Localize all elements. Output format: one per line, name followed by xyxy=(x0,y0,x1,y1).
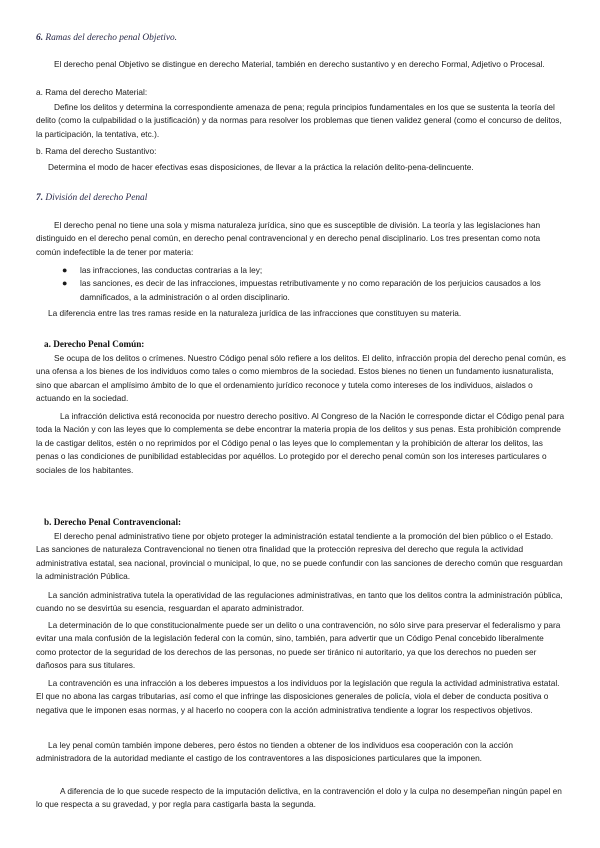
bullet-icon: ● xyxy=(62,278,68,289)
common-criminal-law-heading: a. Derecho Penal Común: xyxy=(44,339,145,349)
section-7-number: 7. xyxy=(36,193,44,203)
section-6-intro: El derecho penal Objetivo se distingue en derecho Material, también en derecho sustantivo y en derecho Formal, Adjetivo o Procesal. xyxy=(54,59,545,69)
material-branch-text: Define los delitos y determina la correspondiente amenaza de pena; regula principios fundamentales en los que se sustenta la teoría del delito (como la culpabilidad o la justificación) y da normas para resolver los problemas que tienen validez general (como el concurso de delitos, la participación, la tentativa, etc.). xyxy=(36,102,562,139)
contraventional-paragraph-1: El derecho penal administrativo tiene por objeto proteger la administración estatal tendiente a la promoción del bien público o el Estado. Las sanciones de naturaleza Contravencional no tienen otra finalidad que la protección represiva del derecho que regula la actividad administrativa estatal, sea nacional, provincial o municipal, lo que, no se puede confundir con las sanciones de derecho común que resguardan la administración Pública. xyxy=(36,531,563,582)
section-7-intro: El derecho penal no tiene una sola y misma naturaleza jurídica, sino que es susceptible de división. La teoría y las legislaciones han distinguido en el derecho penal común, en derecho penal contravencional y en derecho penal disciplinario. Los tres presentan como nota común indefectible la de tener por materia: xyxy=(36,220,541,257)
difference-text: La diferencia entre las tres ramas reside en la naturaleza jurídica de las infracciones que constituyen su materia. xyxy=(48,308,462,318)
common-law-paragraph-2: La infracción delictiva está reconocida por nuestro derecho positivo. Al Congreso de la Nación le corresponde dictar el Código penal para toda la Nación y con las leyes que lo complementa se debe encontrar la materia propia de los delitos y sus penas. Esta prohibición comprende la de castigar delitos, estén o no reprimidos por el Código penal o las leyes que lo complementan y la prohibición de alterar los delitos, las penas o las condiciones de punibilidad establecidas por aquéllos. Lo protegido por el derecho penal común son los intereses particulares o sociales de los habitantes. xyxy=(36,411,565,475)
contraventional-paragraph-4: La contravención es una infracción a los deberes impuestos a los individuos por la legislación que regula la actividad administrativa estatal. El que no abona las cargas tributarias, así como el que infringe las disposiciones generales de policía, viola el deber de conducta positiva o negativa que le imponen esas normas, y al hacerlo no coopera con la acción administrativa tendiente a lograr los respectivos objetivos. xyxy=(36,678,560,715)
section-7-title xyxy=(36,192,566,205)
bullet-icon: ● xyxy=(62,265,68,275)
list-item: ● las infracciones, las conductas contrarias a la ley; xyxy=(36,264,566,277)
section-6-number: 6. xyxy=(36,33,44,43)
materia-bullet-list xyxy=(36,264,566,304)
common-law-paragraph-1: Se ocupa de los delitos o crímenes. Nuestro Código penal sólo refiere a los delitos. El delito, infracción propia del derecho penal común, es una ofensa a los bienes de los individuos como tales o como miembros de la sociedad. Estos bienes no tienen un fundamento iusnaturalista, sino que abarcan el amplísimo ámbito de lo que el ordenamiento jurídico reconoce y tutela como intereses de los individuos, aislados o actuando en la sociedad. xyxy=(36,353,566,404)
substantive-branch-label: b. Rama del derecho Sustantivo: xyxy=(36,146,157,156)
section-7-title-text: División del derecho Penal xyxy=(45,193,148,203)
section-6-title-text: Ramas del derecho penal Objetivo. xyxy=(45,33,178,43)
contraventional-paragraph-2: La sanción administrativa tutela la operatividad de las regulaciones administrativas, en tanto que los delitos contra la administración pública, cuando no se desvirtúa su esencia, resguardan el aparato administrador. xyxy=(36,590,563,614)
section-6-title xyxy=(36,32,566,45)
contraventional-law-heading: b. Derecho Penal Contravencional: xyxy=(44,517,182,527)
substantive-branch-text: Determina el modo de hacer efectivas esas disposiciones, de llevar a la práctica la relación delito-pena-delincuente. xyxy=(48,162,474,172)
material-branch-label: a. Rama del derecho Material: xyxy=(36,87,148,97)
contraventional-paragraph-6: A diferencia de lo que sucede respecto de la imputación delictiva, en la contravención el dolo y la culpa no desempeñan ningún papel en lo que respecta a su gravedad, y por regla para castigarla basta la segunda. xyxy=(36,786,562,810)
contraventional-paragraph-5: La ley penal común también impone deberes, pero éstos no tienden a obtener de los individuos esa cooperación con la acción administradora de la autoridad mediante el castigo de los contraventores a las disposiciones particulares que la imponen. xyxy=(36,740,513,764)
contraventional-paragraph-3: La determinación de lo que constitucionalmente puede ser un delito o una contravención, no sólo sirve para preservar el federalismo y para evitar una mala confusión de la legislación federal con la común, sino, también, para advertir que un Código Penal concebido liberalmente como protector de la seguridad de los derechos de las personas, no puede ser tiránico ni autoritario, ya que los derechos no pueden ser dañosos para sus titulares. xyxy=(36,620,561,671)
list-item: ● las sanciones, es decir de las infracciones, impuestas retributivamente y no como reparación de los perjuicios causados a los damnificados, a la administración o al orden disciplinario. xyxy=(62,278,541,302)
